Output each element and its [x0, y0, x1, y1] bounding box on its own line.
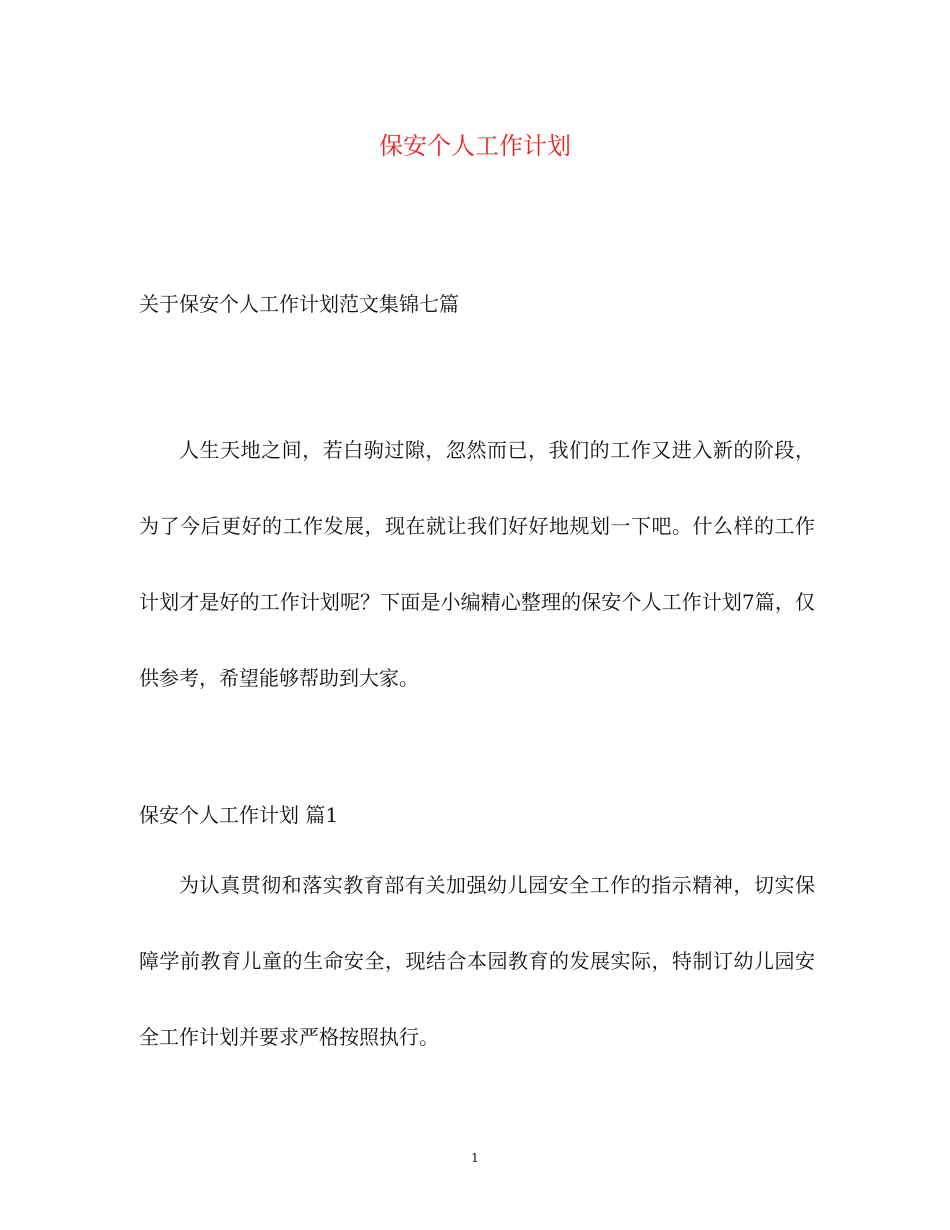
- document-subtitle: 关于保安个人工作计划范文集锦七篇: [139, 292, 459, 316]
- document-title: 保安个人工作计划: [379, 132, 571, 160]
- intro-paragraph: 人生天地之间，若白驹过隙，忽然而已，我们的工作又进入新的阶段，为了今后更好的工作发展，现在就让我们好好地规划一下吧。什么样的工作计划才是好的工作计划呢？下面是小编精心整理的保安个人工作计划7篇，仅供参考，希望能够帮助到大家。: [139, 438, 815, 690]
- page-number: 1: [471, 1151, 479, 1165]
- section-paragraph: 为认真贯彻和落实教育部有关加强幼儿园安全工作的指示精神，切实保障学前教育儿童的生命安全，现结合本园教育的发展实际，特制订幼儿园安全工作计划并要求严格按照执行。: [139, 873, 815, 1049]
- section-heading: 保安个人工作计划 篇1: [139, 803, 339, 827]
